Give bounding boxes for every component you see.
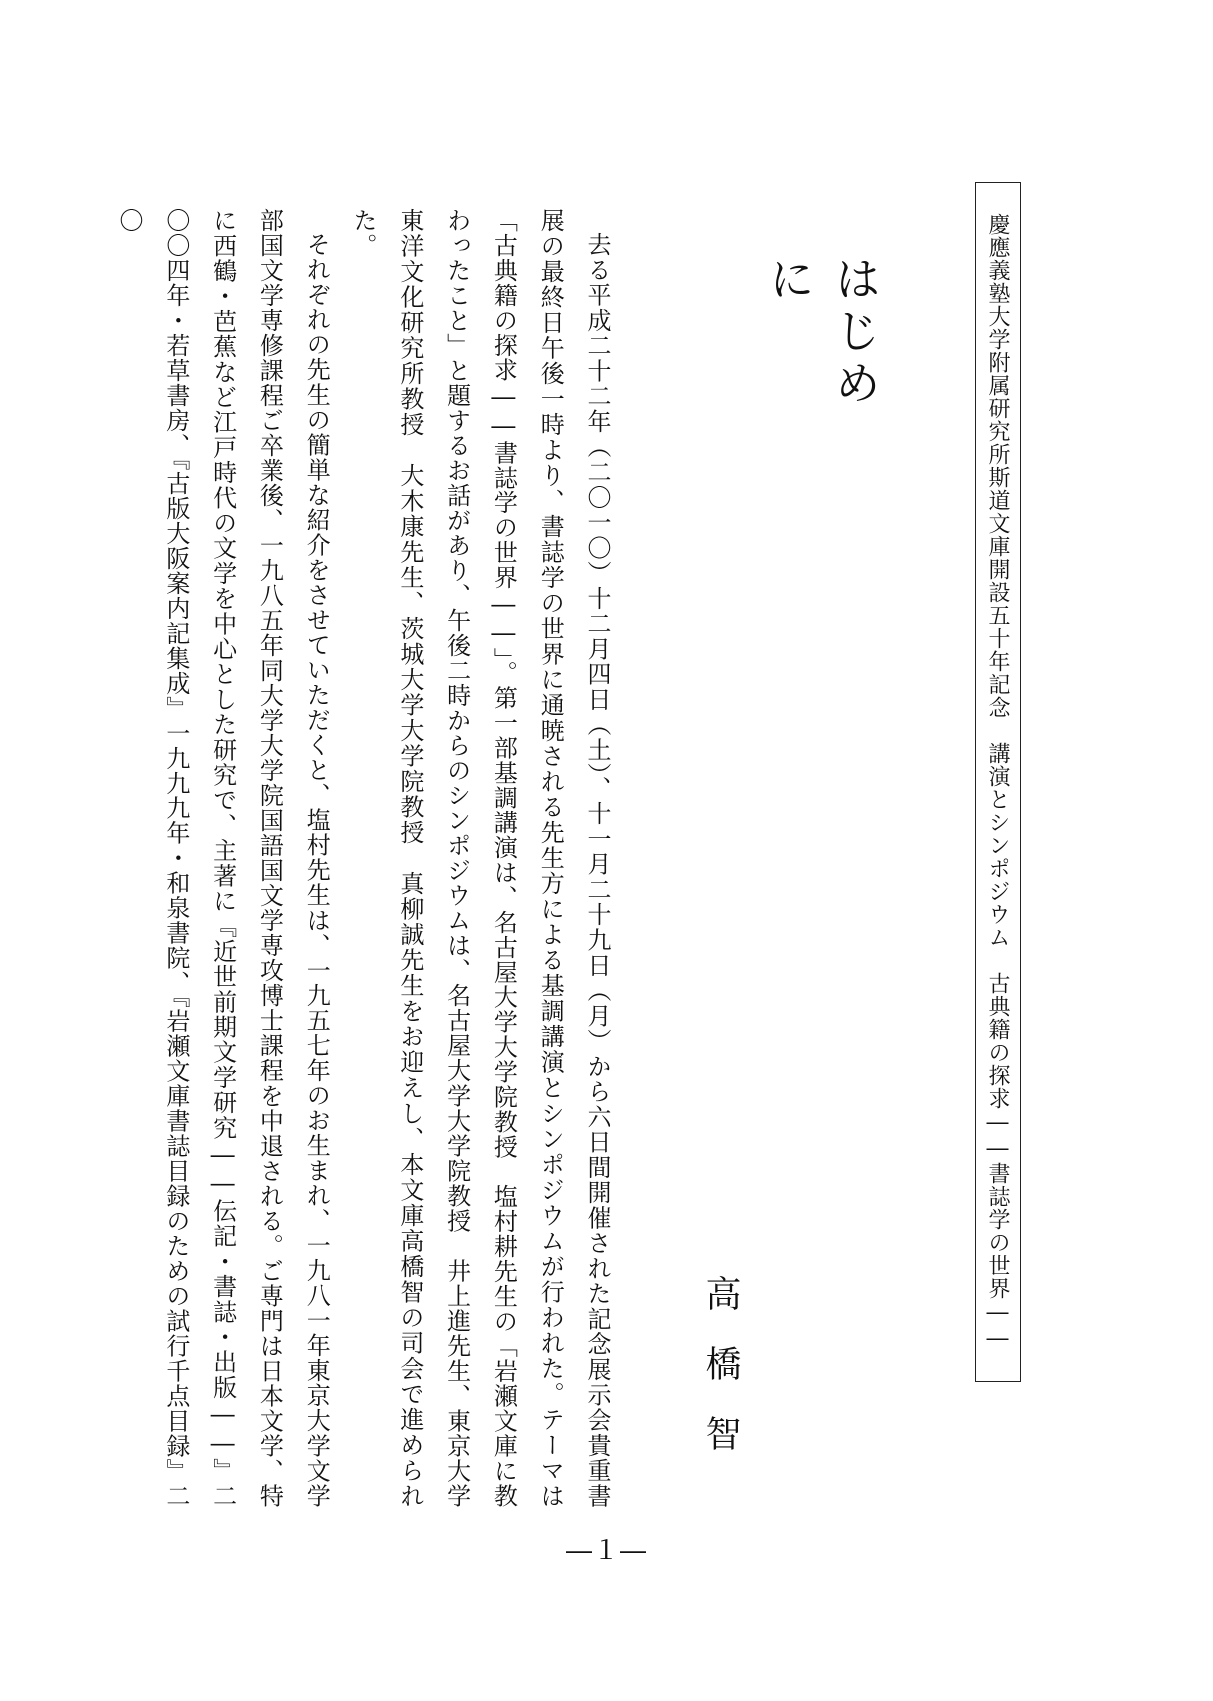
author-name: 高橋智	[700, 1275, 741, 1485]
body-text	[115, 208, 620, 1508]
running-header-text: 慶應義塾大学附属研究所斯道文庫開設五十年記念 講演とシンポジウム 古典籍の探求――書誌学の世界――	[985, 212, 1010, 1352]
body-paragraph: それぞれの先生の簡単な紹介をさせていただくと、塩村先生は、一九五七年のお生まれ、一九八一年東京大学文学部国文学専修課程ご卒業後、一九八五年同大学大学院国語国文学専攻博士課程を中退される。ご専門は日本文学、特に西鶴・芭蕉など江戸時代の文学を中心とした研究で、主著に『近世前期文学研究――伝記・書誌・出版――』二〇〇四年・若草書房、『古版大阪案内記集成』一九九九年・和泉書院、『岩瀬文庫書誌目録のための試行千点目録』二〇	[115, 208, 331, 1508]
body-paragraph: 去る平成二十二年（二〇一〇）十二月四日（土）、十一月二十九日（月）から六日間開催された記念展示会貴重書展の最終日午後一時より、書誌学の世界に通暁される先生方による基調講演とシンポジウムが行われた。テーマは「古典籍の探求――書誌学の世界――」。第一部基調講演は、名古屋大学大学院教授 塩村耕先生の「岩瀬文庫に教わったこと」と題するお話があり、午後二時からのシンポジウムは、名古屋大学大学院教授 井上進先生、東京大学東洋文化研究所教授 大木康先生、茨城大学大学院教授 真柳誠先生をお迎えし、本文庫高橋智の司会で進められた。	[349, 208, 611, 1508]
page-number: ―１―	[565, 1536, 647, 1566]
page-title: はじめに	[762, 255, 882, 411]
running-header	[975, 182, 1021, 1382]
